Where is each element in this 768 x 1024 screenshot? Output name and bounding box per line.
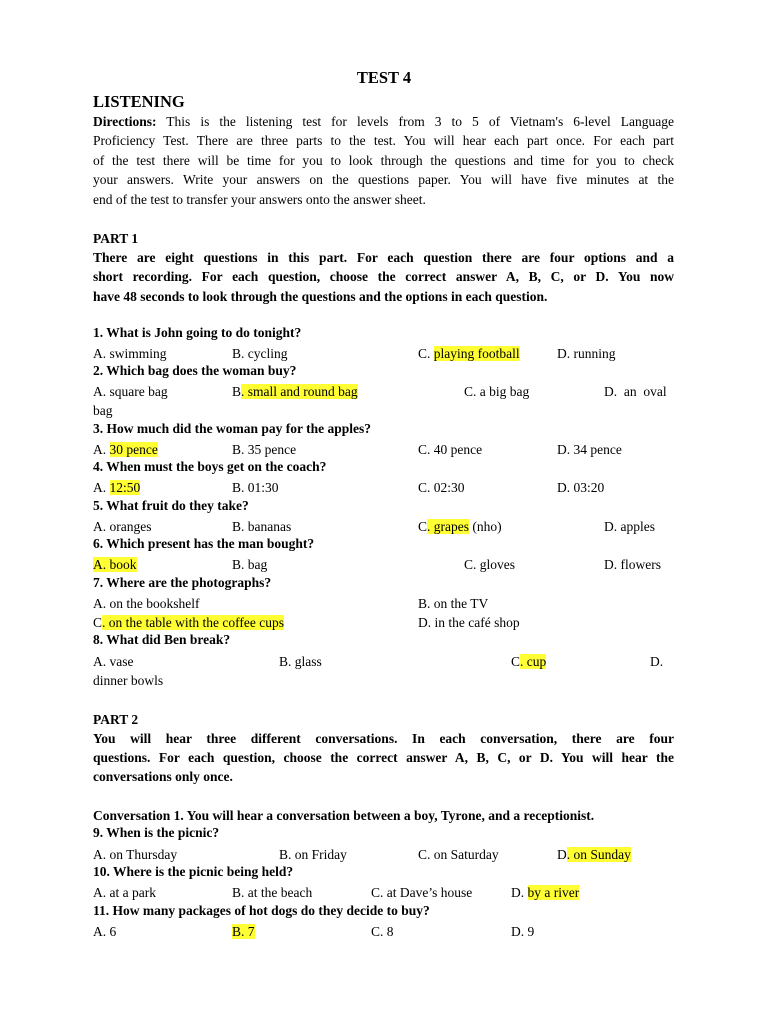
q9-option-b: B. on Friday — [279, 847, 347, 862]
q5-option-c: C. grapes (nho) — [418, 519, 502, 534]
question-7: 7. Where are the photographs? — [93, 575, 272, 590]
part2-instruction-2: questions. For each question, choose the correct answer A, B, C, or D. You will hear the — [93, 750, 674, 765]
answer-highlight: playing football — [433, 346, 520, 361]
q4-option-d: D. 03:20 — [557, 480, 605, 495]
answer-highlight: 30 pence — [109, 442, 158, 457]
q7-option-c: C. on the table with the coffee cups — [93, 615, 284, 630]
q1-option-b: B. cycling — [232, 346, 288, 361]
part1-heading: PART 1 — [93, 231, 139, 246]
q3-option-d: D. 34 pence — [557, 442, 622, 457]
q10-option-d: D. by a river — [511, 885, 580, 900]
directions-line-5: end of the test to transfer your answers onto the answer sheet. — [93, 192, 426, 207]
q7-option-d: D. in the café shop — [418, 615, 520, 630]
q2-option-a: A. square bag — [93, 384, 168, 399]
q2-option-c: C. a big bag — [464, 384, 530, 399]
question-10: 10. Where is the picnic being held? — [93, 864, 294, 879]
answer-highlight: . small and round bag — [241, 384, 358, 399]
part2-instruction-1: You will hear three different conversations. In each conversation, there are four — [93, 731, 674, 746]
test-title: TEST 4 — [356, 68, 412, 87]
q8-option-d: D. — [650, 654, 664, 669]
q10-option-c: C. at Dave’s house — [371, 885, 473, 900]
question-9: 9. When is the picnic? — [93, 825, 220, 840]
question-11: 11. How many packages of hot dogs do they decide to buy? — [93, 903, 430, 918]
answer-highlight: . grapes — [427, 519, 469, 534]
q6-option-a — [93, 555, 137, 574]
section-heading: LISTENING — [93, 92, 185, 111]
q4-option-b: B. 01:30 — [232, 480, 279, 495]
q5-option-b: B. bananas — [232, 519, 292, 534]
q3-option-b: B. 35 pence — [232, 442, 297, 457]
q1-option-c: C. playing football — [418, 346, 520, 361]
question-6: 6. Which present has the man bought? — [93, 536, 315, 551]
q1-option-a: A. swimming — [93, 346, 167, 361]
q8-option-c: C. cup — [511, 654, 547, 669]
q3-option-c: C. 40 pence — [418, 442, 483, 457]
q6-option-b: B. bag — [232, 557, 268, 572]
q2-option-d: D. an oval — [604, 384, 667, 399]
directions-line-4: your answers. Write your answers on the questions paper. You will have five minutes at the — [93, 172, 674, 187]
q7-option-a: A. on the bookshelf — [93, 596, 200, 611]
answer-highlight: 12:50 — [109, 480, 141, 495]
q11-option-a: A. 6 — [93, 924, 117, 939]
q9-option-c: C. on Saturday — [418, 847, 499, 862]
q5-option-d: D. apples — [604, 519, 655, 534]
directions-line-2: Proficiency Test. There are three parts to the test. You will hear each part once. For each part — [93, 133, 674, 148]
q7-option-b: B. on the TV — [418, 596, 489, 611]
q8-option-b: B. glass — [279, 654, 322, 669]
q3-option-a: A. 30 pence — [93, 442, 158, 457]
question-2: 2. Which bag does the woman buy? — [93, 363, 297, 378]
answer-highlight: . on Sunday — [566, 847, 631, 862]
question-1: 1. What is John going to do tonight? — [93, 325, 302, 340]
q5-option-a: A. oranges — [93, 519, 152, 534]
question-5: 5. What fruit do they take? — [93, 498, 249, 513]
directions-line-3: of the test there will be time for you to look through the questions and time for you to check — [93, 153, 674, 168]
answer-highlight: A. book — [93, 557, 137, 572]
part1-instruction-1: There are eight questions in this part. For each question there are four options and a — [93, 250, 674, 265]
part2-heading: PART 2 — [93, 712, 139, 727]
answer-highlight: B. 7 — [232, 924, 255, 939]
part1-instruction-2: short recording. For each question, choose the correct answer A, B, C, or D. You now — [93, 269, 674, 284]
q6-option-d: D. flowers — [604, 557, 661, 572]
directions-line-1: Directions: This is the listening test for levels from 3 to 5 of Vietnam's 6-level Language — [93, 114, 674, 129]
q10-option-a: A. at a park — [93, 885, 156, 900]
answer-highlight: . cup — [520, 654, 547, 669]
q9-option-d: D. on Sunday — [557, 847, 631, 862]
q1-option-d: D. running — [557, 346, 616, 361]
q4-option-a: A. 12:50 — [93, 480, 141, 495]
q10-option-b: B. at the beach — [232, 885, 313, 900]
answer-highlight: . on the table with the coffee cups — [102, 615, 284, 630]
question-3: 3. How much did the woman pay for the apples? — [93, 421, 372, 436]
q2-option-d-continued: bag — [93, 403, 113, 418]
conversation-1-intro: Conversation 1. You will hear a conversation between a boy, Tyrone, and a receptionist. — [93, 808, 595, 823]
question-4: 4. When must the boys get on the coach? — [93, 459, 327, 474]
q6-option-c: C. gloves — [464, 557, 516, 572]
q11-option-d: D. 9 — [511, 924, 535, 939]
part2-instruction-3: conversations only once. — [93, 769, 233, 784]
q9-option-a: A. on Thursday — [93, 847, 178, 862]
question-8: 8. What did Ben break? — [93, 632, 231, 647]
q11-option-c: C. 8 — [371, 924, 394, 939]
answer-highlight: by a river — [527, 885, 580, 900]
q11-option-b — [232, 922, 255, 941]
q8-option-d-continued: dinner bowls — [93, 673, 164, 688]
q4-option-c: C. 02:30 — [418, 480, 465, 495]
directions-label: Directions: — [93, 114, 157, 129]
part1-instruction-3: have 48 seconds to look through the questions and the options in each question. — [93, 289, 548, 304]
q8-option-a: A. vase — [93, 654, 134, 669]
q2-option-b: B. small and round bag — [232, 384, 358, 399]
